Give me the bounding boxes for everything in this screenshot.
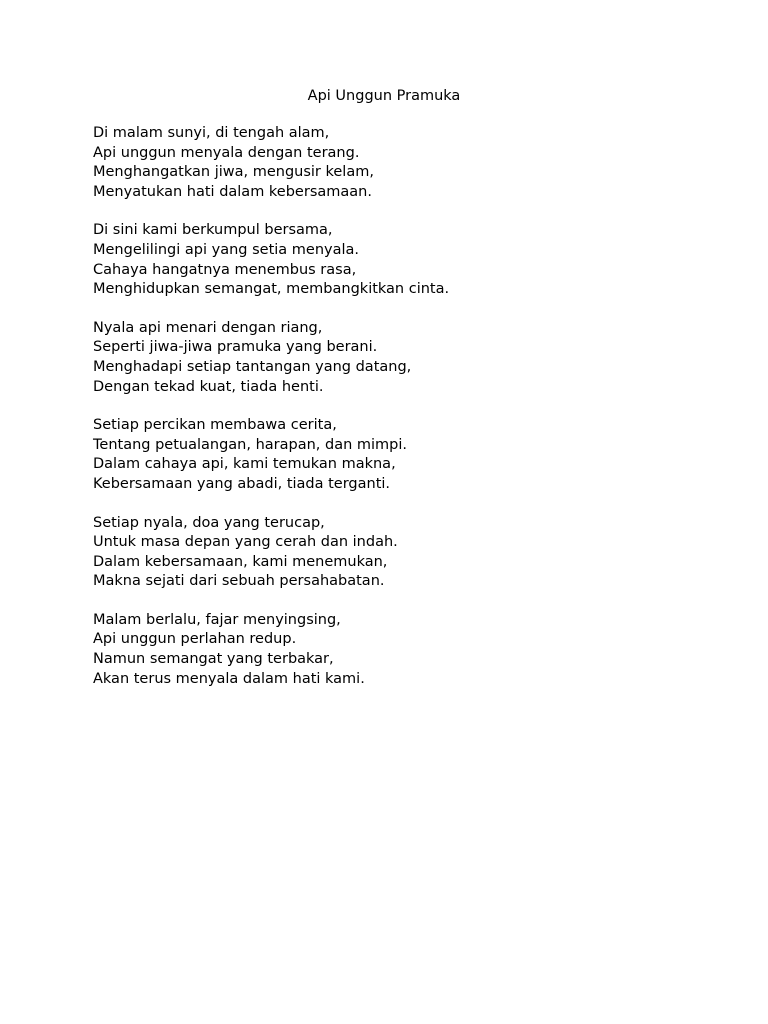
poem-line: Untuk masa depan yang cerah dan indah. [93, 534, 398, 551]
poem-line: Kebersamaan yang abadi, tiada terganti. [93, 475, 391, 492]
poem-line: Akan terus menyala dalam hati kami. [93, 670, 365, 687]
poem-line: Dalam cahaya api, kami temukan makna, [93, 456, 396, 473]
poem-line: Menghadapi setiap tantangan yang datang, [93, 358, 412, 375]
poem-line: Api unggun perlahan redup. [93, 631, 297, 648]
stanza-5 [93, 514, 733, 592]
poem-line: Setiap nyala, doa yang terucap, [93, 514, 325, 531]
poem-line: Seperti jiwa-jiwa pramuka yang berani. [93, 339, 378, 356]
poem-body [93, 124, 733, 708]
poem-line: Setiap percikan membawa cerita, [93, 417, 337, 434]
poem-line: Namun semangat yang terbakar, [93, 651, 334, 668]
poem-title: Api Unggun Pramuka [307, 88, 461, 104]
poem-line: Makna sejati dari sebuah persahabatan. [93, 573, 385, 590]
stanza-6 [93, 611, 733, 689]
poem-line: Dengan tekad kuat, tiada henti. [93, 378, 324, 395]
poem-line: Menyatukan hati dalam kebersamaan. [93, 183, 372, 200]
poem-line: Dalam kebersamaan, kami menemukan, [93, 553, 388, 570]
poem-line: Cahaya hangatnya menembus rasa, [93, 261, 357, 278]
poem-line: Api unggun menyala dengan terang. [93, 144, 360, 161]
poem-line: Di malam sunyi, di tengah alam, [93, 125, 330, 141]
stanza-3 [93, 319, 733, 397]
poem-line: Malam berlalu, fajar menyingsing, [93, 611, 341, 628]
poem-line: Nyala api menari dengan riang, [93, 319, 323, 336]
poem-line: Tentang petualangan, harapan, dan mimpi. [93, 436, 407, 453]
poem-line: Mengelilingi api yang setia menyala. [93, 241, 359, 258]
poem-line: Menghangatkan jiwa, mengusir kelam, [93, 164, 374, 181]
stanza-4 [93, 416, 733, 494]
poem-line: Di sini kami berkumpul bersama, [93, 222, 333, 239]
stanza-2 [93, 221, 733, 299]
stanza-1 [93, 124, 733, 202]
poem-line: Menghidupkan semangat, membangkitkan cinta. [93, 281, 450, 298]
